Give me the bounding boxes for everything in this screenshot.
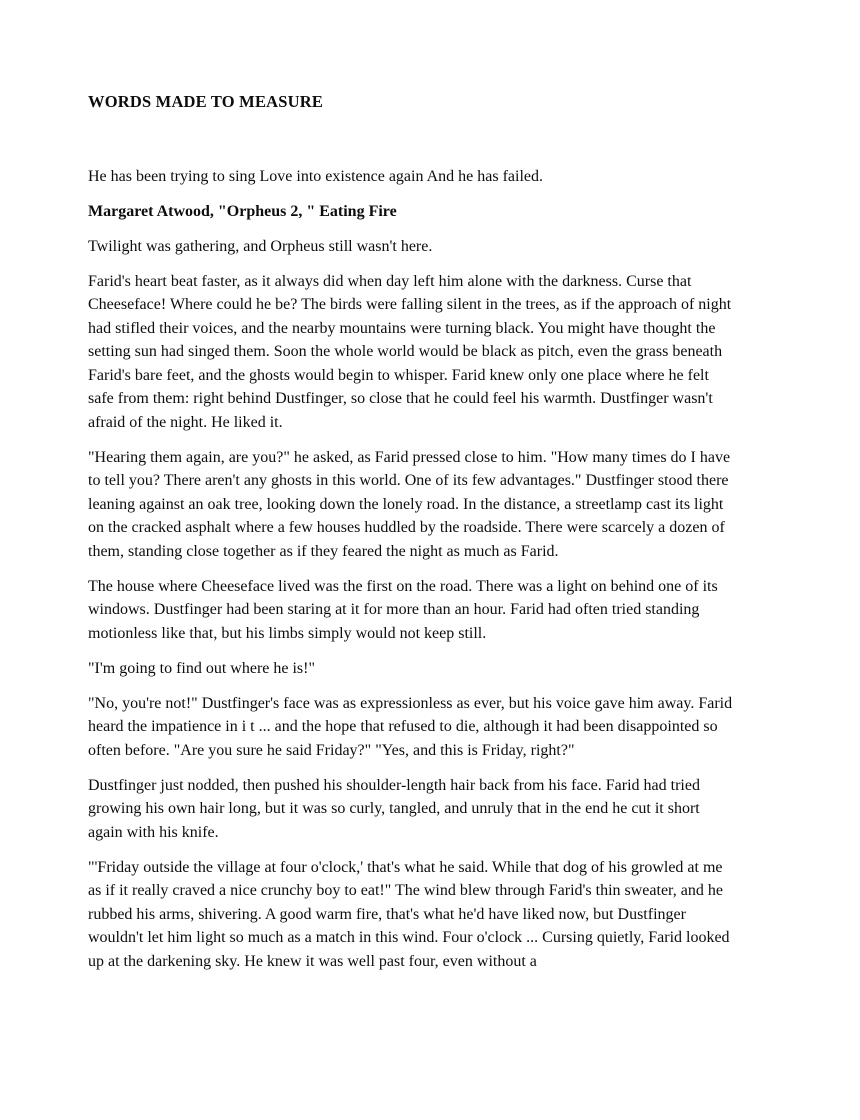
epigraph-attribution: Margaret Atwood, "Orpheus 2, " Eating Fire (88, 202, 397, 220)
paragraph-no-youre-not: "No, you're not!" Dustfinger's face was as expressionless as ever, but his voice gave him away. Farid heard the impatience in i t ... and the hope that refused to die, although it had been disappointed so often before. "Are you sure he said Friday?" "Yes, and this is Friday, right?" (88, 694, 733, 759)
paragraph-find-out: "I'm going to find out where he is!" (88, 659, 316, 677)
paragraph-hearing-them: "Hearing them again, are you?" he asked, as Farid pressed close to him. "How many times do I have to tell you? There aren't any ghosts in this world. One of its few advantages." Dustfinger stood there leaning against an oak tree, looking down the lonely road. In the distance, a streetlamp cast its light on the cracked asphalt where a few houses huddled by the roadside. There were scarcely a dozen of them, standing close together as if they feared the night as much as Farid. (88, 448, 731, 560)
epigraph-text: He has been trying to sing Love into existence again And he has failed. (88, 167, 543, 185)
paragraph-twilight: Twilight was gathering, and Orpheus still wasn't here. (88, 237, 433, 255)
paragraph-friday-village: "'Friday outside the village at four o'clock,' that's what he said. While that dog of his growled at me as if it really craved a nice crunchy boy to eat!" The wind blew through Farid's thin sweater, and he rubbed his arms, shivering. A good warm fire, that's what he'd have liked now, but Dustfinger wouldn't let him light so much as a match in this wind. Four o'clock ... Cursing quietly, Farid looked up at the darkening sky. He knew it was well past four, even without a (88, 858, 730, 970)
paragraph-farids-heart: Farid's heart beat faster, as it always did when day left him alone with the darkness. Curse that Cheeseface! Where could he be? The birds were falling silent in the trees, as if the approach of night had stifled their voices, and the nearby mountains were turning black. You might have thought the setting sun had singed them. Soon the whole world would be black as pitch, even the grass beneath Farid's bare feet, and the ghosts would begin to whisper. Farid knew only one place where he felt safe from them: right behind Dustfinger, so close that he could feel his warmth. Dustfinger wasn't afraid of the night. He liked it. (88, 272, 732, 431)
chapter-title: WORDS MADE TO MEASURE (88, 92, 324, 111)
page-content (88, 90, 738, 973)
paragraph-house-cheeseface: The house where Cheeseface lived was the first on the road. There was a light on behind one of its windows. Dustfinger had been staring at it for more than an hour. Farid had often tried standing motionless like that, but his limbs simply would not keep still. (88, 577, 718, 642)
paragraph-dustfinger-nodded: Dustfinger just nodded, then pushed his shoulder-length hair back from his face. Farid had tried growing his own hair long, but it was so curly, tangled, and unruly that in the end he cut it short again with his knife. (88, 776, 700, 841)
